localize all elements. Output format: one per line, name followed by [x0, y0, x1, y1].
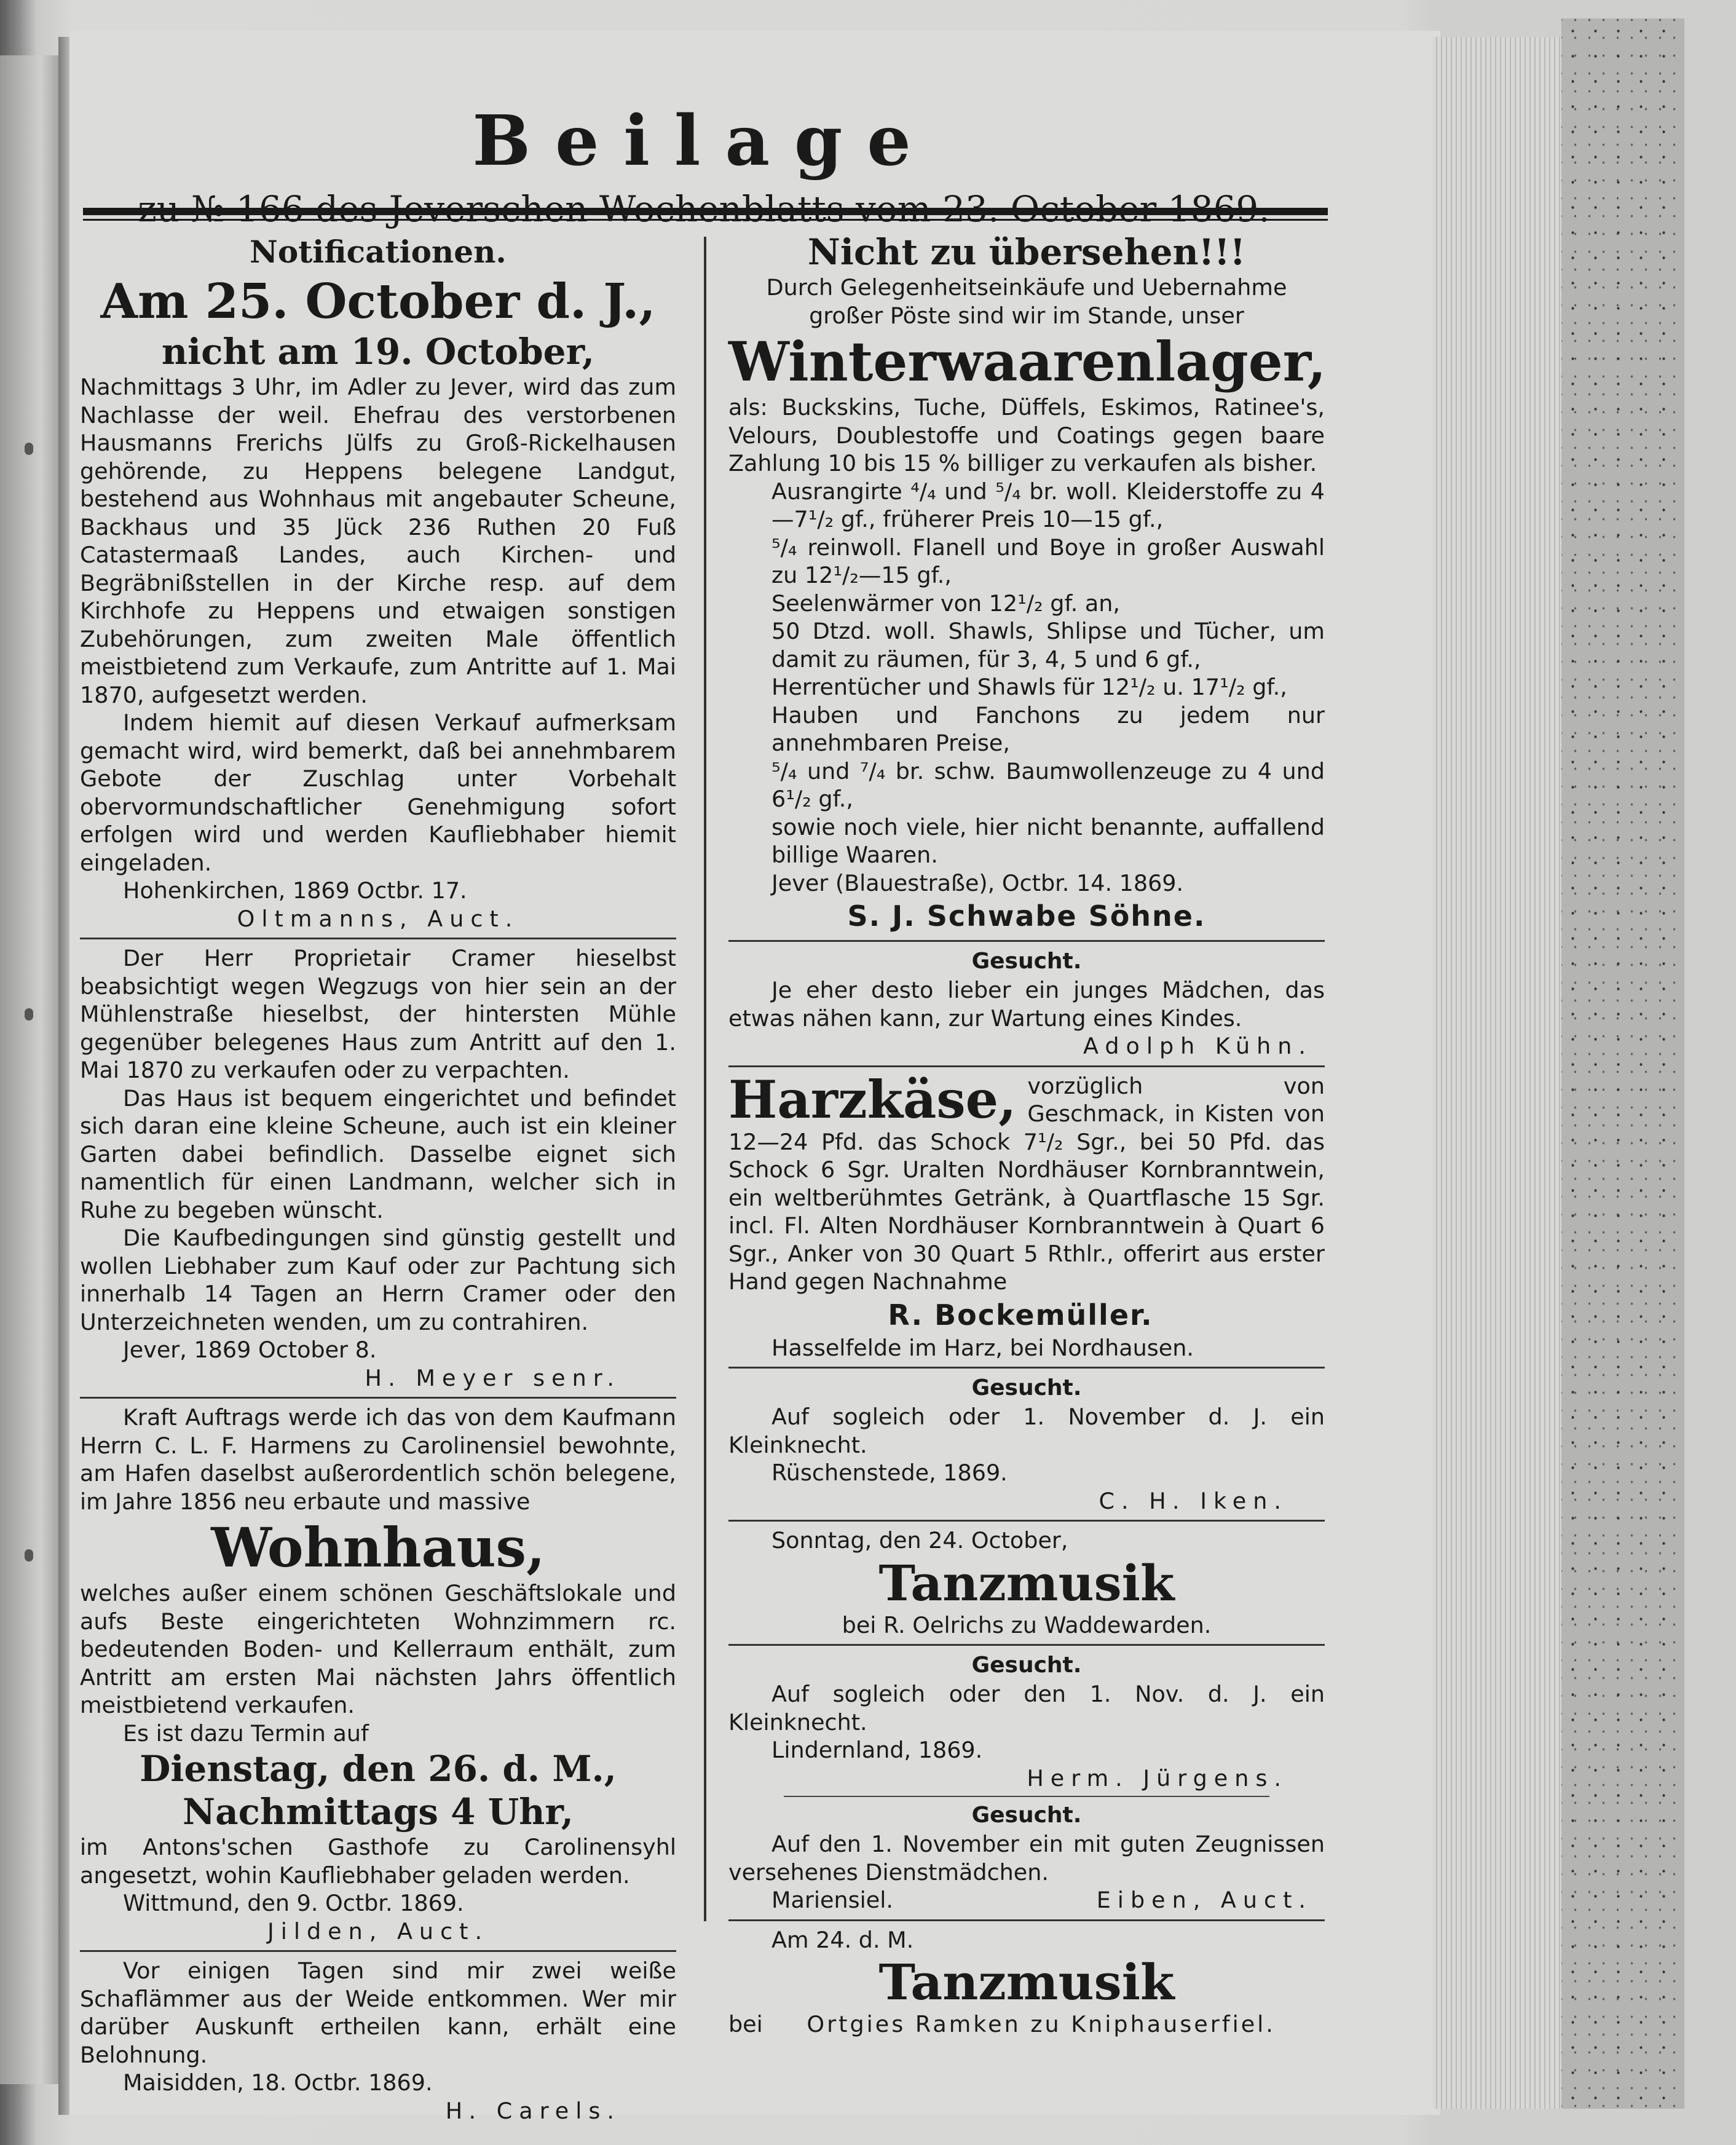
notice-place-date: Wittmund, den 9. Octbr. 1869. — [123, 1890, 464, 1916]
notice-wohnhaus-harmens — [80, 1404, 676, 1945]
ad-tanzmusik-kniphausersiel — [728, 1926, 1325, 2039]
book-gutter — [58, 37, 69, 2115]
notice-body: Die Kaufbedingungen sind günstig gestellt und wollen Liebhaber zum Kauf oder zur Pachtung sich innerhalb 14 Tagen an Herrn Cramer oder den Unterzeichneten wenden, um zu contrahiren. — [80, 1225, 676, 1335]
notice-separator — [728, 1065, 1325, 1067]
ad-display-word: Tanzmusik — [878, 1554, 1175, 1612]
ad-place-date: Jever (Blauestraße), Octbr. 14. 1869. — [771, 869, 1184, 896]
ad-heading: Gesucht. — [971, 1653, 1082, 1678]
notice-separator — [728, 1919, 1325, 1921]
ad-date: Sonntag, den 24. October, — [771, 1527, 1068, 1554]
right-column — [728, 231, 1325, 2039]
ad-gesucht-lindernland — [728, 1651, 1325, 1792]
ad-body: als: Buckskins, Tuche, Düffels, Eskimos, Ratinee's, Velours, Doublestoffe und Coatings gegen baare Zahlung 10 bis 15 % billiger zu verkaufen als bisher. — [728, 394, 1325, 476]
notice-separator — [728, 940, 1325, 942]
ad-item: Herrentücher und Shawls für 12¹/₂ u. 17¹/₂ gf., — [771, 674, 1287, 700]
ad-place-date: Rüschenstede, 1869. — [771, 1460, 1008, 1486]
ad-signature: Herm. Jürgens. — [1027, 1764, 1288, 1791]
ad-signature: Eiben, Auct. — [1096, 1887, 1312, 1913]
ad-heading: Nicht zu übersehen!!! — [807, 231, 1246, 273]
ad-item: 50 Dtzd. woll. Shawls, Shlipse und Tücher, um damit zu räumen, für 3, 4, 5 und 6 gf., — [771, 618, 1325, 673]
page-edges — [1432, 37, 1568, 2109]
section-heading: Notificationen. — [250, 234, 507, 270]
notice-signature: Jilden, Auct. — [267, 1918, 489, 1945]
ad-display-word: Tanzmusik — [878, 1953, 1175, 2011]
ad-item: Seelenwärmer von 12¹/₂ gf. an, — [771, 590, 1120, 617]
ad-heading: Gesucht. — [971, 949, 1082, 974]
ad-winterwaaren — [728, 231, 1325, 935]
notice-signature: H. Carels. — [445, 2097, 621, 2124]
book-cover — [1561, 18, 1684, 2109]
ad-gesucht-maedchen — [728, 947, 1325, 1061]
column-divider — [704, 237, 706, 1921]
ad-body: bei R. Oelrichs zu Waddewarden. — [842, 1611, 1212, 1638]
ad-heading: Gesucht. — [971, 1803, 1082, 1828]
auction-time: Nachmittags 4 Uhr, — [183, 1791, 574, 1833]
binding-stitch — [25, 443, 33, 455]
notice-place-date: Maisidden, 18. Octbr. 1869. — [123, 2069, 433, 2096]
ad-date: Am 24. d. M. — [771, 1926, 914, 1953]
notice-body: Indem hiemit auf diesen Verkauf aufmerksam gemacht wird, wird bemerkt, daß bei annehmbarem Gebote der Zuschlag unter Vorbehalt obervormundschaftlicher Genehmigung sofort erfolgen wird und werden Kaufliebhaber hiemit eingeladen. — [80, 709, 676, 876]
ad-item: Hauben und Fanchons zu jedem nur annehmbaren Preise, — [771, 701, 1325, 756]
ad-item: sowie noch viele, hier nicht benannte, auffallend billige Waaren. — [771, 813, 1325, 868]
notice-separator — [80, 1397, 676, 1399]
ad-display-word: Winterwaarenlager, — [728, 330, 1327, 393]
notice-body: Nachmittags 3 Uhr, im Adler zu Jever, wird das zum Nachlasse der weil. Ehefrau des verstorbenen Hausmanns Frerichs Jülfs zu Groß-Rickelhausen gehörende, zu Heppens belegene Landgut, bestehend aus Wohnhaus mit angebauter Scheune, Backhaus und 35 Jück 236 Ruthen 20 Fuß Catastermaaß Landes, auch Kirchen- und Begräbnißstellen in der Kirche resp. auf dem Kirchhofe zu Heppens und etwaigen sonstigen Zubehörungen, zum zweiten Male öffentlich meistbietend zum Verkaufe, zum Antritte auf 1. Mai 1870, aufgesetzt werden. — [80, 374, 676, 708]
ad-body: Auf sogleich oder den 1. Nov. d. J. ein Kleinknecht. — [728, 1681, 1325, 1736]
ad-signature: Adolph Kühn. — [1083, 1033, 1312, 1059]
notice-separator — [728, 1520, 1325, 1522]
ad-gesucht-dienstmaedchen — [728, 1801, 1325, 1914]
notice-place-date: Hohenkirchen, 1869 Octbr. 17. — [123, 877, 467, 904]
notice-signature: H. Meyer senr. — [365, 1364, 621, 1391]
notice-signature: Oltmanns, Auct. — [237, 905, 519, 932]
notice-place-date: Jever, 1869 October 8. — [123, 1337, 377, 1363]
auction-date: Dienstag, den 26. d. M., — [140, 1748, 617, 1790]
notice-separator — [80, 1950, 676, 1952]
masthead-rule-thin — [83, 219, 1328, 221]
notice-body: Der Herr Proprietair Cramer hieselbst beabsichtigt wegen Wegzugs von hier sein an der Mühlenstraße hieselbst, der hintersten Mühle gegenüber belegenes Haus zum Antritt auf den 1. Mai 1870 zu verkaufen oder zu verpachten. — [80, 945, 676, 1083]
auction-date: Am 25. October d. J., — [100, 274, 656, 330]
notice-separator — [728, 1367, 1325, 1369]
ad-tanzmusik-waddewarden — [728, 1527, 1325, 1639]
ad-signature: C. H. Iken. — [1099, 1487, 1288, 1514]
auction-date-correction: nicht am 19. October, — [161, 331, 595, 373]
notice-body: Kraft Auftrags werde ich das von dem Kaufmann Herrn C. L. F. Harmens zu Carolinensiel bewohnte, am Hafen daselbst außerordentlich schön belegene, im Jahre 1856 neu erbaute und massive — [80, 1404, 676, 1515]
ad-display-word: Harzkäse, — [728, 1072, 1017, 1130]
ad-place-date: Lindernland, 1869. — [771, 1737, 983, 1763]
notice-body: welches außer einem schönen Geschäftslokale und aufs Beste eingerichteten Wohnzimmern rc. bedeutenden Boden- und Kellerraum enthält, zum Antritt am ersten Mai nächsten Jahrs öffentlich meistbietend verkaufen. — [80, 1580, 676, 1718]
ad-place: Mariensiel. — [771, 1887, 893, 1913]
left-column — [80, 231, 676, 2125]
ad-item: ⁵/₄ reinwoll. Flanell und Boye in großer Auswahl zu 12¹/₂—15 gf., — [771, 534, 1325, 588]
ad-harzkaese — [728, 1072, 1325, 1362]
ad-firm-name: R. Bockemüller. — [888, 1298, 1153, 1332]
notice-house-cramer — [80, 944, 676, 1392]
ad-body-name: Ortgies Ramken zu Kniphauserfiel. — [807, 2011, 1276, 2037]
masthead-title: Beilage — [472, 101, 936, 181]
ad-item: ⁵/₄ und ⁷/₄ br. schw. Baumwollenzeuge zu 4 und 6¹/₂ gf., — [771, 757, 1325, 812]
notice-body: Das Haus ist bequem eingerichtet und befindet sich daran eine kleine Scheune, auch ist ein kleiner Garten dabei befindlich. Dasselbe eignet sich namentlich für einen Landmann, welcher sich in Ruhe zu begeben wünscht. — [80, 1084, 676, 1223]
ad-firm-name: S. J. Schwabe Söhne. — [847, 899, 1206, 933]
notice-separator — [784, 1796, 1269, 1797]
ad-body — [728, 2010, 1325, 2039]
notice-separator — [728, 1644, 1325, 1646]
ad-heading: Gesucht. — [971, 1375, 1082, 1400]
notice-display-word: Wohnhaus, — [211, 1515, 545, 1579]
ad-body-prefix: bei — [728, 2011, 763, 2037]
ad-place: Hasselfelde im Harz, bei Nordhausen. — [771, 1334, 1194, 1361]
previous-page-edge — [0, 55, 58, 2084]
ad-body: Auf sogleich oder 1. November d. J. ein Kleinknecht. — [728, 1404, 1325, 1458]
notice-auction-landgut — [80, 231, 676, 933]
notice-body: Vor einigen Tagen sind mir zwei weiße Schaflämmer aus der Weide entkommen. Wer mir darüber Auskunft ertheilen kann, erhält eine Belohnung. — [80, 1957, 676, 2068]
notice-lost-lambs — [80, 1957, 676, 2125]
ad-body: vorzüglich von Geschmack, in Kisten von 12—24 Pfd. das Schock 7¹/₂ Sgr., bei 50 Pfd. das Schock 6 Sgr. Uralten Nordhäuser Kornbranntwein, ein weltberühmtes Getränk, à Quartflasche 15 Sgr. incl. Fl. Alten Nordhäuser Kornbranntwein à Quart 6 Sgr., Anker von 30 Quart 5 Rthlr., offerirt aus erster Hand gegen Nachnahme — [728, 1072, 1325, 1295]
ad-item: Ausrangirte ⁴/₄ und ⁵/₄ br. woll. Kleiderstoffe zu 4—7¹/₂ gf., früherer Preis 10—15 gf., — [771, 478, 1325, 532]
notice-separator — [80, 938, 676, 939]
notice-body: im Antons'schen Gasthofe zu Carolinensyhl angesetzt, wohin Kaufliebhaber geladen werden. — [80, 1834, 676, 1889]
masthead-rule — [83, 208, 1328, 215]
ad-intro: Durch Gelegenheitseinkäufe und Uebernahme großer Pöste sind wir im Stande, unser — [766, 274, 1287, 329]
ad-body: Auf den 1. November ein mit guten Zeugnissen versehenes Dienstmädchen. — [728, 1831, 1325, 1886]
ad-gesucht-kleinknecht — [728, 1373, 1325, 1515]
ad-body: Je eher desto lieber ein junges Mädchen, das etwas nähen kann, zur Wartung eines Kindes. — [728, 977, 1325, 1032]
binding-stitch — [25, 1008, 33, 1021]
notice-body: Es ist dazu Termin auf — [123, 1720, 369, 1747]
binding-stitch — [25, 1549, 33, 1562]
